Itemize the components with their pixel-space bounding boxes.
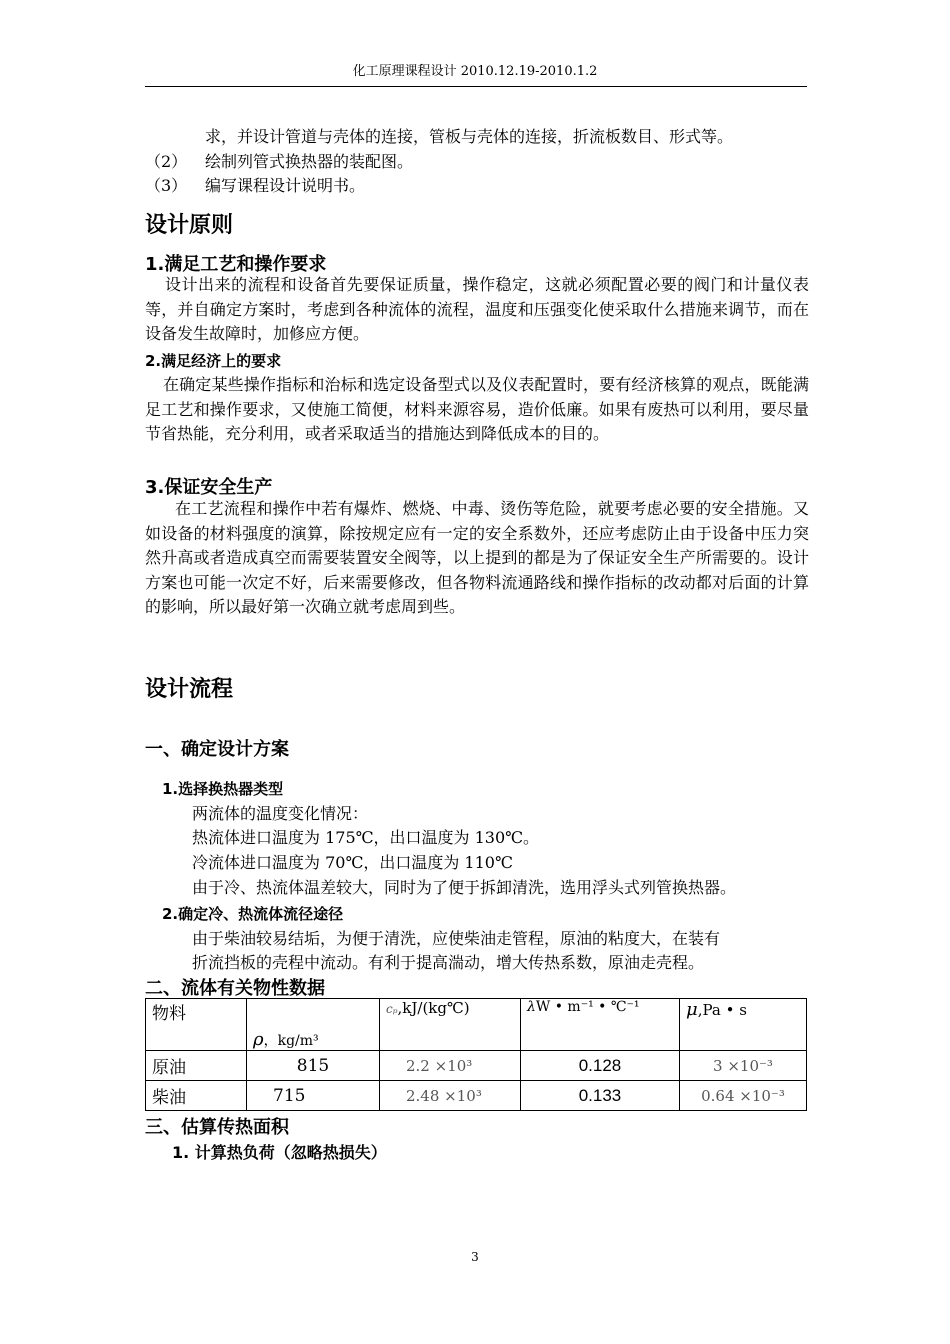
task-item-2-number: （2） xyxy=(145,152,188,171)
row-2-conductivity: 0.133 xyxy=(521,1081,680,1111)
header-density xyxy=(247,999,380,1051)
part-3-heading: 三、估算传热面积 xyxy=(145,1117,289,1138)
heat-capacity-symbol: cₚ xyxy=(386,1002,398,1016)
row-2-material: 柴油 xyxy=(146,1081,247,1111)
principle-2-heading: 2.满足经济上的要求 xyxy=(145,352,282,370)
row-1-viscosity: 3 ×10⁻³ xyxy=(680,1051,807,1081)
fluid-properties-table xyxy=(145,998,807,1111)
process-heading: 设计流程 xyxy=(145,677,234,702)
row-1-conductivity: 0.128 xyxy=(521,1051,680,1081)
conductivity-symbol: λ xyxy=(527,999,536,1015)
task-continuation: 求，并设计管道与壳体的连接，管板与壳体的连接，折流板数目、形式等。 xyxy=(205,127,734,146)
header-conductivity xyxy=(521,999,680,1051)
part-1-line-6: 折流挡板的壳程中流动。有利于提高湍动，增大传热系数，原油走壳程。 xyxy=(192,953,705,972)
part-1-line-2: 热流体进口温度为 175℃，出口温度为 130℃。 xyxy=(192,828,540,847)
page-number: 3 xyxy=(471,1250,479,1264)
table-header-row xyxy=(146,999,807,1051)
row-2-heat-capacity: 2.48 ×10³ xyxy=(380,1081,521,1111)
header-heat-capacity xyxy=(380,999,521,1051)
row-1-density: 815 xyxy=(247,1051,380,1081)
task-item-3-number: （3） xyxy=(145,176,188,195)
part-1-heading: 一、确定设计方案 xyxy=(145,739,289,760)
header-rule xyxy=(145,86,807,87)
row-2-viscosity: 0.64 ×10⁻³ xyxy=(680,1081,807,1111)
part-1-line-5: 由于柴油较易结垢，为便于清洗，应使柴油走管程，原油的粘度大，在装有 xyxy=(192,929,721,948)
viscosity-unit: ,Pa • s xyxy=(697,1001,747,1019)
heat-capacity-unit: ,kJ/(kg℃) xyxy=(397,999,470,1017)
row-1-material: 原油 xyxy=(146,1051,247,1081)
principle-1-heading: 1.满足工艺和操作要求 xyxy=(145,254,327,275)
row-2-density: 715 xyxy=(247,1081,380,1111)
task-item-2: 绘制列管式换热器的装配图。 xyxy=(205,152,414,171)
part-1-subheading-2: 2.确定冷、热流体流径途径 xyxy=(162,905,344,923)
principles-heading: 设计原则 xyxy=(145,213,234,238)
part-1-line-1: 两流体的温度变化情况： xyxy=(192,804,369,823)
part-1-line-4: 由于冷、热流体温差较大，同时为了便于拆卸清洗，选用浮头式列管换热器。 xyxy=(192,878,737,897)
principle-1-body: 设计出来的流程和设备首先要保证质量，操作稳定，这就必须配置必要的阀门和计量仪表等，并自确定方案时，考虑到各种流体的流程，温度和压强变化使采取什么措施来调节，而在设备发生故障时，加修应方便。 xyxy=(145,275,809,343)
part-3-subheading-1: 1. 计算热负荷（忽略热损失） xyxy=(172,1143,387,1162)
conductivity-unit: W • m⁻¹ • ℃⁻¹ xyxy=(535,999,640,1015)
table-row xyxy=(146,1051,807,1081)
principle-2-body: 在确定某些操作指标和治标和选定设备型式以及仪表配置时，要有经济核算的观点，既能满足工艺和操作要求，又使施工简便，材料来源容易，造价低廉。如果有废热可以利用，要尽量节省热能，充分利用，或者采取适当的措施达到降低成本的目的。 xyxy=(145,375,809,443)
principle-3-body: 在工艺流程和操作中若有爆炸、燃烧、中毒、烫伤等危险，就要考虑必要的安全措施。又如设备的材料强度的演算，除按规定应有一定的安全系数外，还应考虑防止由于设备中压力突然升高或者造成真空而需要装置安全阀等，以上提到的都是为了保证安全生产所需要的。设计方案也可能一次定不好，后来需要修改，但各物料流通路线和操作指标的改动都对后面的计算的影响，所以最好第一次确立就考虑周到些。 xyxy=(145,499,809,616)
density-symbol: ρ xyxy=(253,1029,264,1050)
task-item-3: 编写课程设计说明书。 xyxy=(205,176,366,195)
header-viscosity xyxy=(680,999,807,1051)
part-1-subheading-1: 1.选择换热器类型 xyxy=(162,780,284,798)
density-unit: ，kg/m³ xyxy=(263,1033,319,1049)
viscosity-symbol: μ xyxy=(686,999,698,1020)
part-1-line-3: 冷流体进口温度为 70℃，出口温度为 110℃ xyxy=(192,853,513,872)
header-material: 物料 xyxy=(146,999,247,1051)
page-header: 化工原理课程设计 2010.12.19-2010.1.2 xyxy=(352,64,598,79)
row-1-heat-capacity: 2.2 ×10³ xyxy=(380,1051,521,1081)
table-row xyxy=(146,1081,807,1111)
part-2-heading: 二、流体有关物性数据 xyxy=(145,978,325,999)
principle-3-heading: 3.保证安全生产 xyxy=(145,477,273,498)
